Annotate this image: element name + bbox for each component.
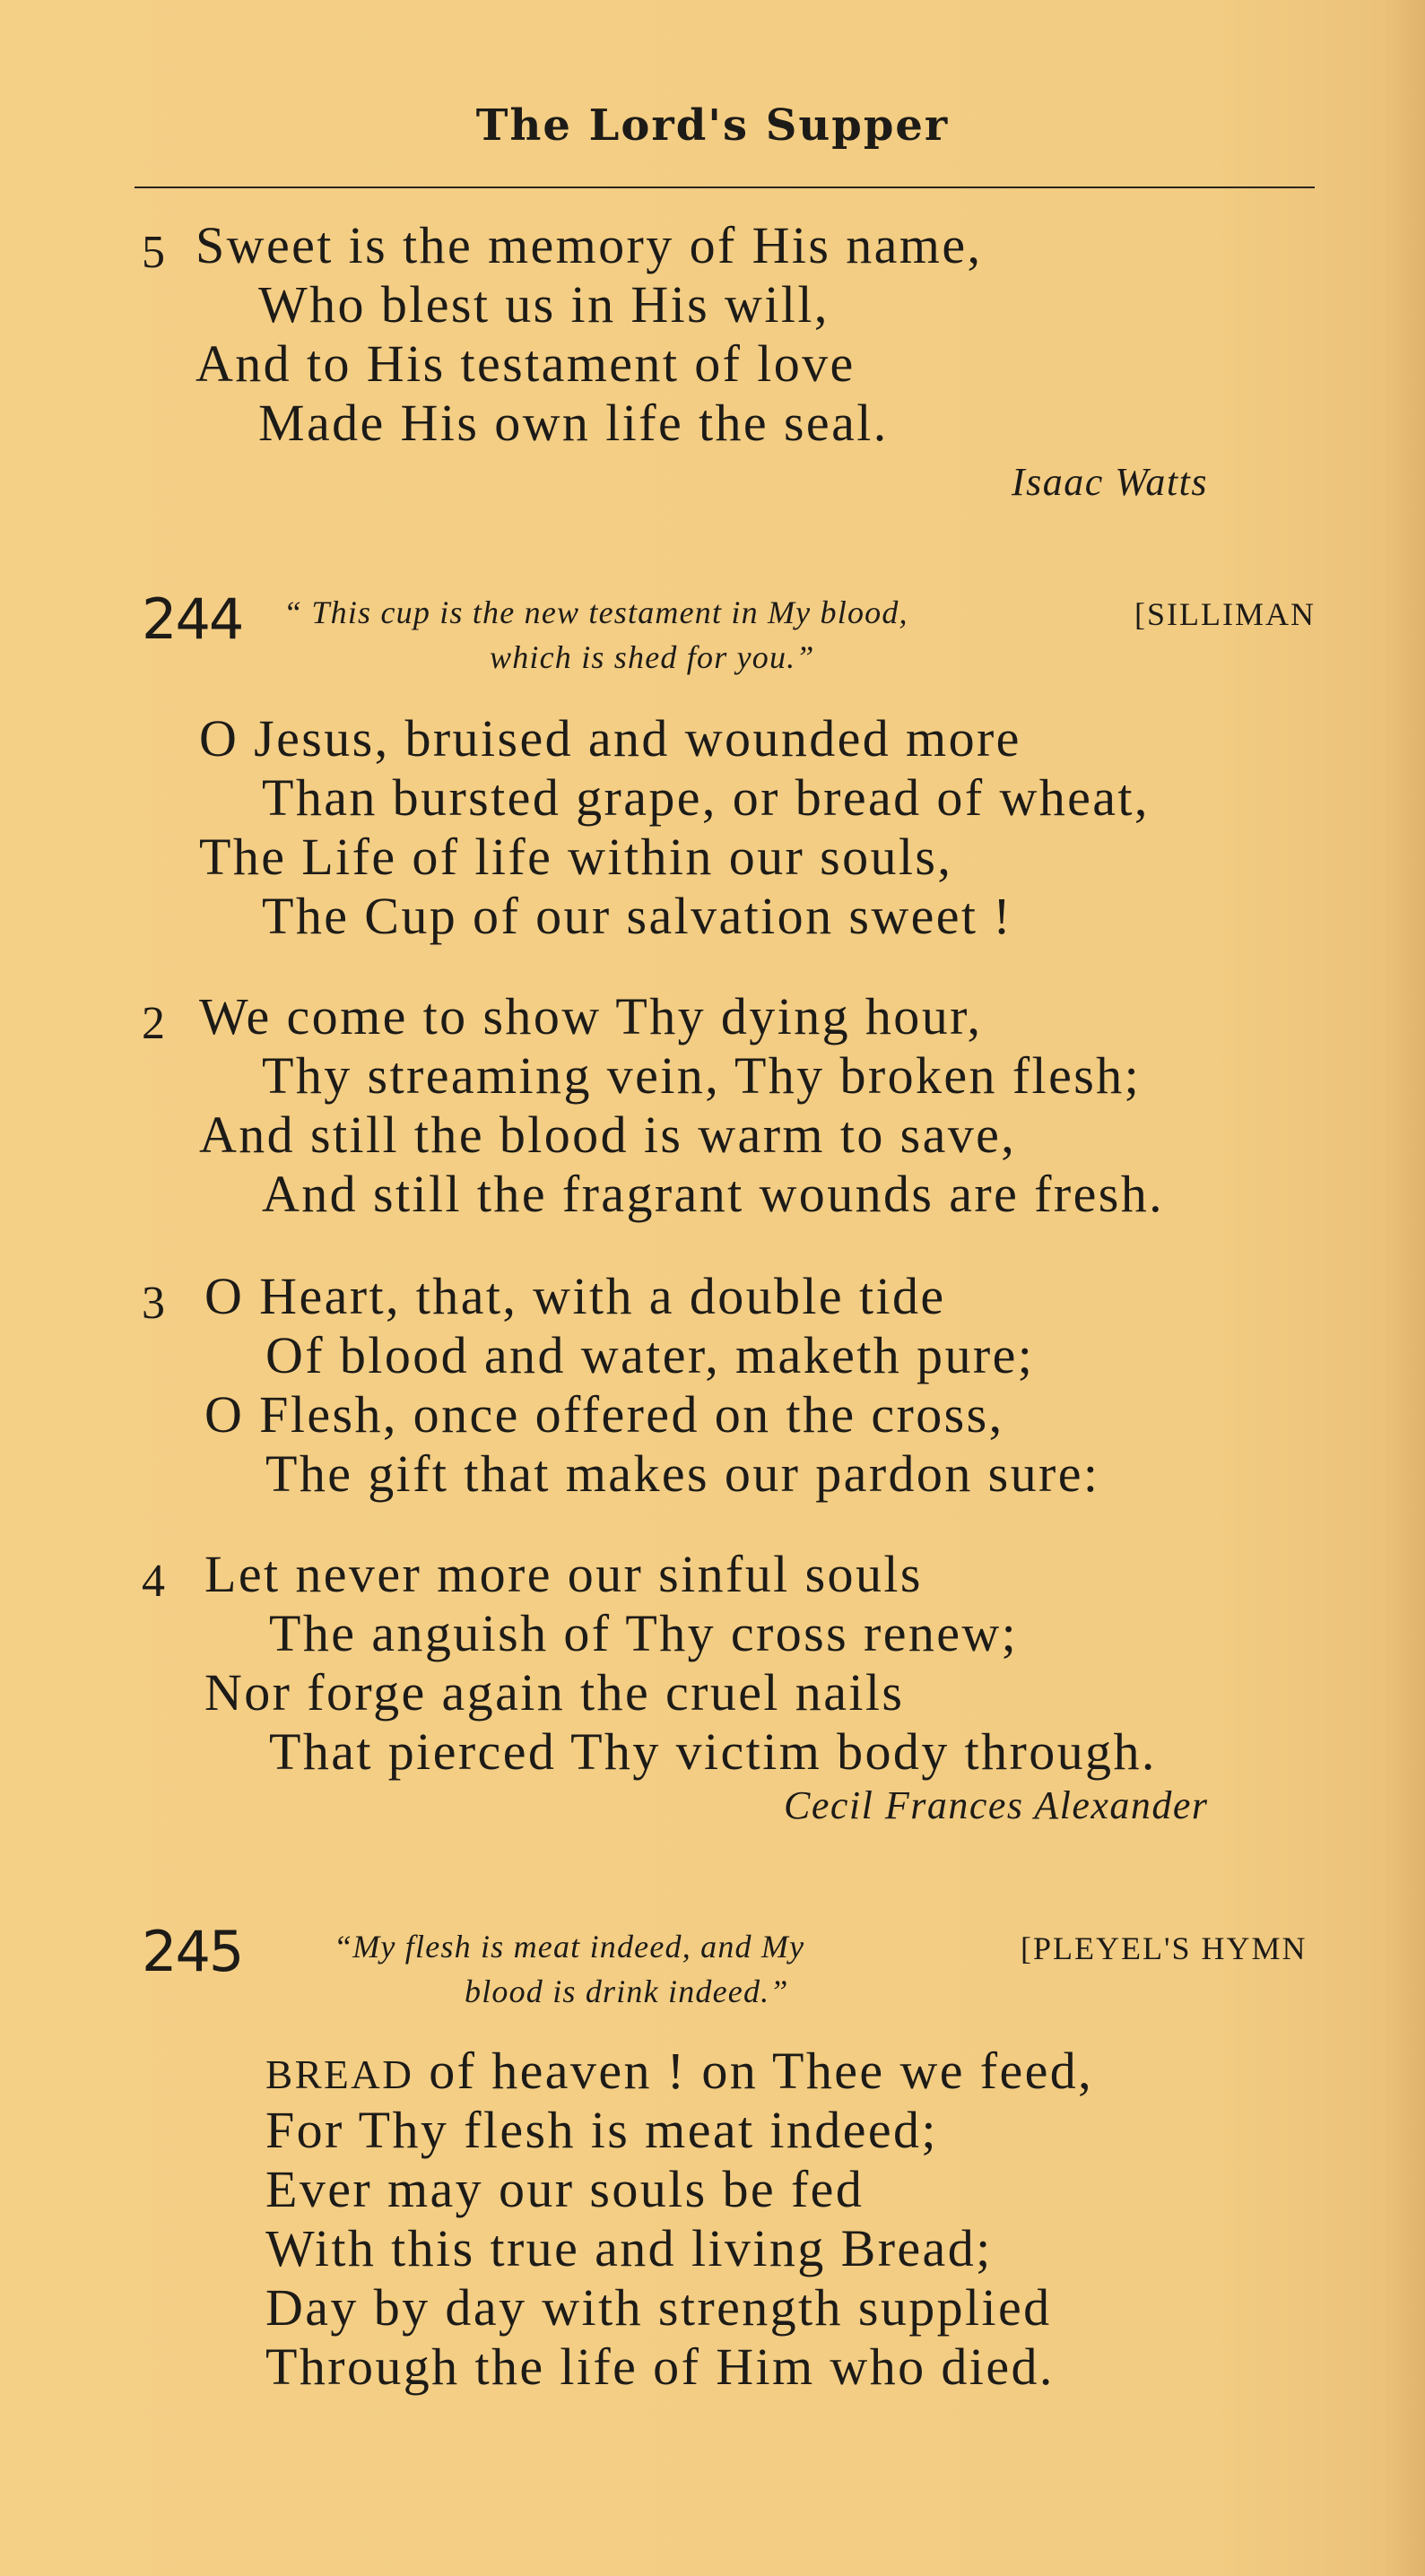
verse-line: The gift that makes our pardon sure:	[265, 1444, 1100, 1503]
scripture-epigraph: blood is drink indeed.”	[465, 1973, 789, 2009]
author-attribution: Isaac Watts	[1012, 460, 1208, 504]
verse-line: Nor forge again the cruel nails	[204, 1663, 905, 1722]
verse-line	[265, 2041, 1093, 2101]
stanza-number: 5	[142, 227, 165, 278]
verse-line: Day by day with strength supplied	[265, 2278, 1052, 2337]
verse-line: For Thy flesh is meat indeed;	[265, 2101, 938, 2159]
verse-line: And still the fragrant wounds are fresh.	[262, 1165, 1165, 1223]
verse-line: Than bursted grape, or bread of wheat,	[262, 768, 1150, 827]
verse-line-rest: of heaven ! on Thee we feed,	[413, 2042, 1094, 2100]
scripture-epigraph: which is shed for you.”	[490, 639, 815, 675]
verse-line: Thy streaming vein, Thy broken flesh;	[262, 1046, 1142, 1105]
scripture-epigraph: “ This cup is the new testament in My blood,	[283, 594, 908, 630]
verse-line: O Jesus, bruised and wounded more	[199, 709, 1021, 768]
hymn-number: 244	[142, 586, 243, 652]
verse-line: Made His own life the seal.	[258, 394, 889, 452]
verse-line: The anguish of Thy cross renew;	[269, 1604, 1019, 1662]
verse-line: We come to show Thy dying hour,	[199, 987, 983, 1045]
header-rule	[135, 186, 1315, 188]
stanza-number: 2	[142, 998, 165, 1049]
verse-line: The Cup of our salvation sweet !	[262, 887, 1013, 945]
hymn-number: 245	[142, 1919, 243, 1984]
verse-line: The Life of life within our souls,	[199, 828, 953, 886]
author-attribution: Cecil Frances Alexander	[784, 1783, 1209, 1827]
verse-line: Through the life of Him who died.	[265, 2337, 1055, 2396]
running-header: The Lord's Supper	[475, 100, 950, 151]
verse-line: Sweet is the memory of His name,	[196, 216, 983, 274]
verse-line: Let never more our sinful souls	[204, 1545, 923, 1603]
verse-line: Who blest us in His will,	[258, 275, 830, 334]
verse-line: Ever may our souls be fed	[265, 2160, 865, 2218]
verse-line: With this true and living Bread;	[265, 2219, 993, 2277]
verse-line: O Heart, that, with a double tide	[204, 1267, 946, 1325]
verse-line: O Flesh, once offered on the cross,	[204, 1385, 1004, 1444]
tune-name: [PLEYEL'S HYMN	[1021, 1930, 1308, 1966]
verse-line: That pierced Thy victim body through.	[269, 1722, 1157, 1781]
stanza-number: 3	[142, 1278, 165, 1329]
scripture-epigraph: “My flesh is meat indeed, and My	[334, 1929, 805, 1965]
verse-line: And still the blood is warm to save,	[199, 1106, 1017, 1164]
tune-name: [SILLIMAN	[1134, 596, 1316, 632]
first-word-small-caps: BREAD	[265, 2052, 414, 2097]
stanza-number: 4	[142, 1556, 165, 1607]
verse-line: And to His testament of love	[196, 334, 856, 393]
verse-line: Of blood and water, maketh pure;	[265, 1326, 1035, 1384]
